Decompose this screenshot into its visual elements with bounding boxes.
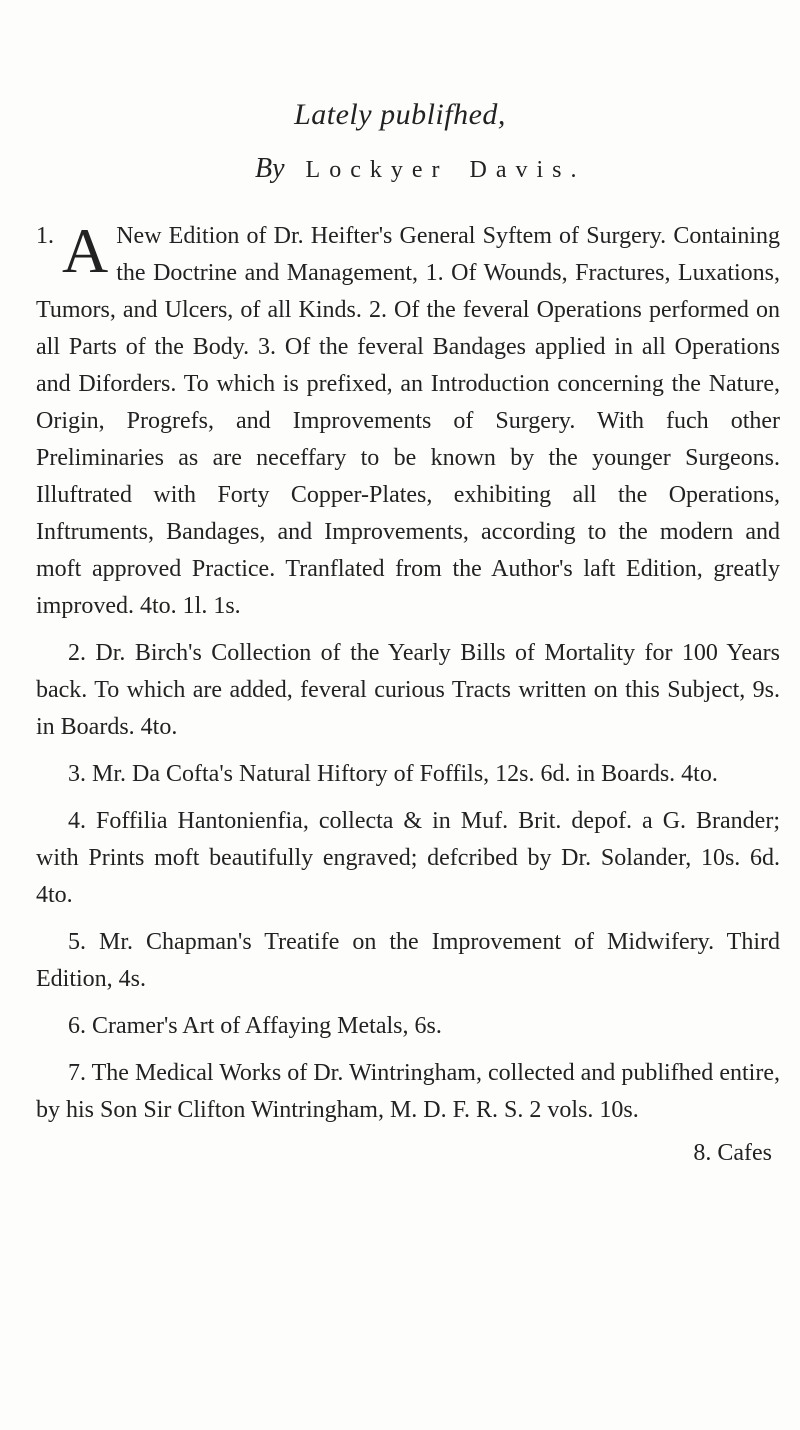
publisher-name-first: Lockyer	[305, 157, 449, 183]
entry-text: Mr. Da Cofta's Natural Hiftory of Foffils, 12s. 6d. in Boards. 4to.	[92, 761, 718, 787]
entry-number: 6.	[68, 1013, 86, 1039]
entry-number: 4.	[68, 808, 86, 834]
page-heading: Lately publifhed,	[294, 98, 506, 131]
drop-cap: A	[62, 215, 109, 286]
entry-number: 5.	[68, 929, 86, 955]
entry-text: The Medical Works of Dr. Wintringham, collected and publifhed entire, by his Son Sir Clifton Wintringham, M. D. F. R. S. 2 vols. 10s.	[36, 1060, 780, 1123]
entry-text: Cramer's Art of Affaying Metals, 6s.	[92, 1013, 442, 1039]
list-item	[36, 756, 780, 793]
list-item	[36, 215, 780, 625]
list-item	[36, 1008, 780, 1045]
list-item	[36, 924, 780, 998]
list-item	[36, 803, 780, 914]
entry-text: Foffilia Hantonienfia, collecta & in Muf. Brit. depof. a G. Brander; with Prints moft beautifully engraved; defcribed by Dr. Solander, 10s. 6d. 4to.	[36, 808, 780, 908]
publisher-name-last: Davis.	[469, 157, 586, 183]
entry-text: Dr. Birch's Collection of the Yearly Bills of Mortality for 100 Years back. To which are added, feveral curious Tracts written on this Subject, 9s. in Boards. 4to.	[36, 640, 780, 740]
entry-text: Mr. Chapman's Treatife on the Improvement of Midwifery. Third Edition, 4s.	[36, 929, 781, 992]
list-item	[36, 1055, 780, 1129]
entry-text: New Edition of Dr. Heifter's General Syftem of Surgery. Containing the Doctrine and Management, 1. Of Wounds, Fractures, Luxations, Tumors, and Ulcers, of all Kinds. 2. Of the feveral Operations performed on all Parts of the Body. 3. Of the feveral Bandages applied in all Operations and Diforders. To which is prefixed, an Introduction concerning the Nature, Origin, Progrefs, and Improvements of Surgery. With fuch other Preliminaries as are neceffary to be known by the younger Surgeons. Illuftrated with Forty Copper-Plates, exhibiting all the Operations, Inftruments, Bandages, and Improvements, according to the modern and moft approved Practice. Tranflated from the Author's laft Edition, greatly improved. 4to. 1l. 1s.	[36, 223, 780, 619]
catchword-row	[36, 1135, 780, 1172]
entry-number: 1.	[36, 223, 54, 249]
entry-number: 3.	[68, 761, 86, 787]
list-item	[36, 635, 780, 746]
publisher-line	[255, 153, 586, 185]
entry-number: 7.	[68, 1060, 86, 1086]
catchword: 8. Cafes	[693, 1140, 772, 1166]
entry-number: 2.	[68, 640, 86, 666]
advertisement-list	[36, 215, 781, 1172]
by-label: By	[255, 153, 285, 184]
